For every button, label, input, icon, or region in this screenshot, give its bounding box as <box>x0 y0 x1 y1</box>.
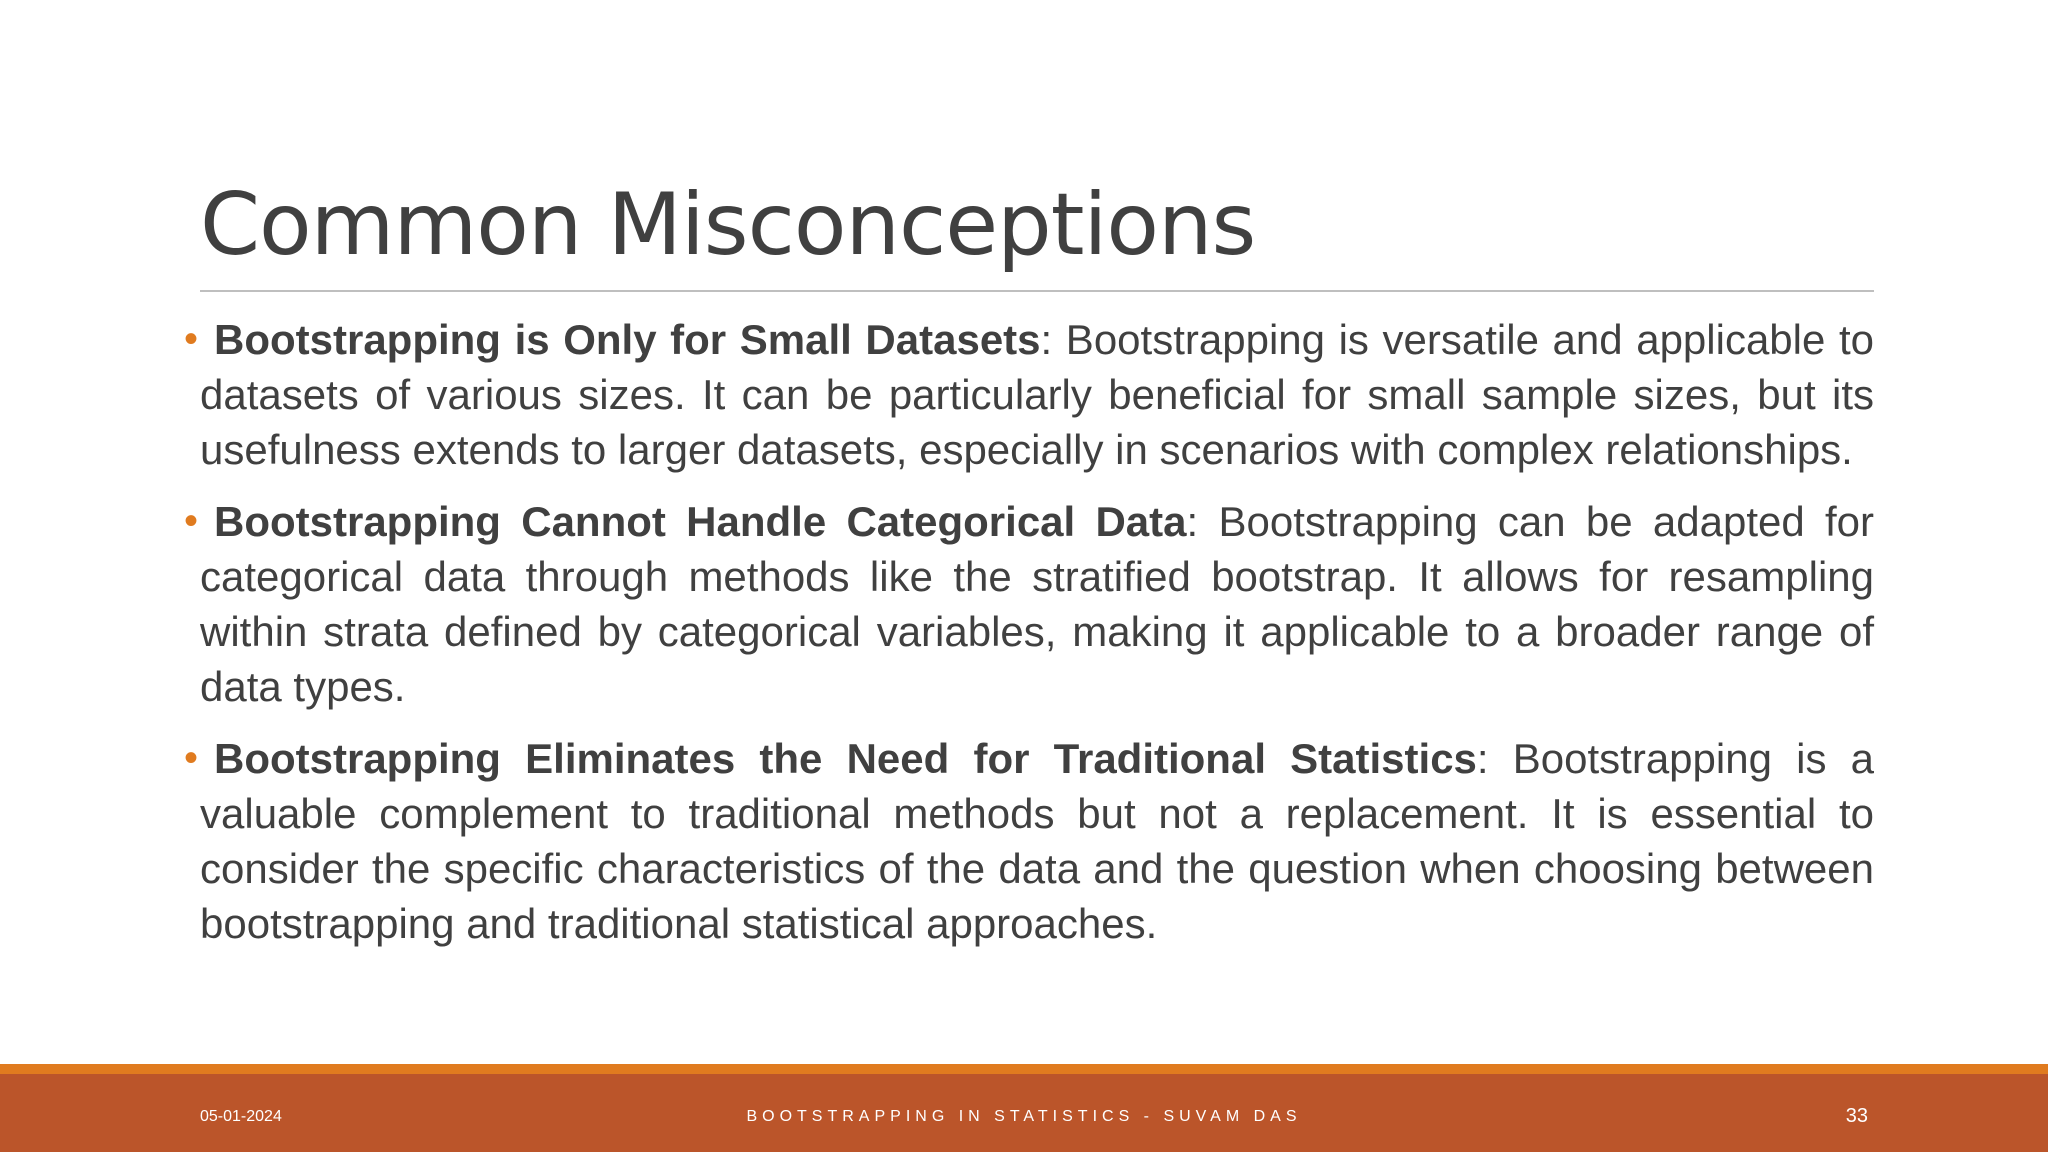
bullet-text: : Bootstrapping is a valuable complement to traditional methods but not a replacement. It is essential to consider the specific characteristics of the data and the question when choosing between bootstrapping and traditional statistical approaches. <box>200 735 1874 947</box>
bullet-text: : Bootstrapping is versatile and applicable to datasets of various sizes. It can be particularly beneficial for small sample sizes, but its usefulness extends to larger datasets, especially in scenarios with complex relationships. <box>200 316 1874 473</box>
bullet-marker: • <box>184 499 199 543</box>
slide-title: Common Misconceptions <box>200 175 1256 275</box>
title-divider <box>200 290 1874 292</box>
footer-accent-stripe <box>0 1064 2048 1074</box>
bullet-text: : Bootstrapping can be adapted for categorical data through methods like the stratified bootstrap. It allows for resampling within strata defined by categorical variables, making it applicable to a broader range of data types. <box>200 498 1874 710</box>
bullet-term: Bootstrapping is Only for Small Datasets <box>214 316 1041 363</box>
bullet-item <box>184 312 1874 477</box>
footer-date: 05-01-2024 <box>200 1108 282 1125</box>
bullet-term: Bootstrapping Eliminates the Need for Traditional Statistics <box>214 735 1477 782</box>
bullet-marker: • <box>184 317 199 361</box>
bullet-list <box>184 312 1874 968</box>
bullet-item <box>184 731 1874 951</box>
bullet-item <box>184 494 1874 714</box>
footer-title: BOOTSTRAPPING IN STATISTICS - SUVAM DAS <box>746 1108 1302 1125</box>
bullet-marker: • <box>184 736 199 780</box>
bullet-term: Bootstrapping Cannot Handle Categorical Data <box>214 498 1187 545</box>
page-number: 33 <box>1845 1105 1868 1127</box>
